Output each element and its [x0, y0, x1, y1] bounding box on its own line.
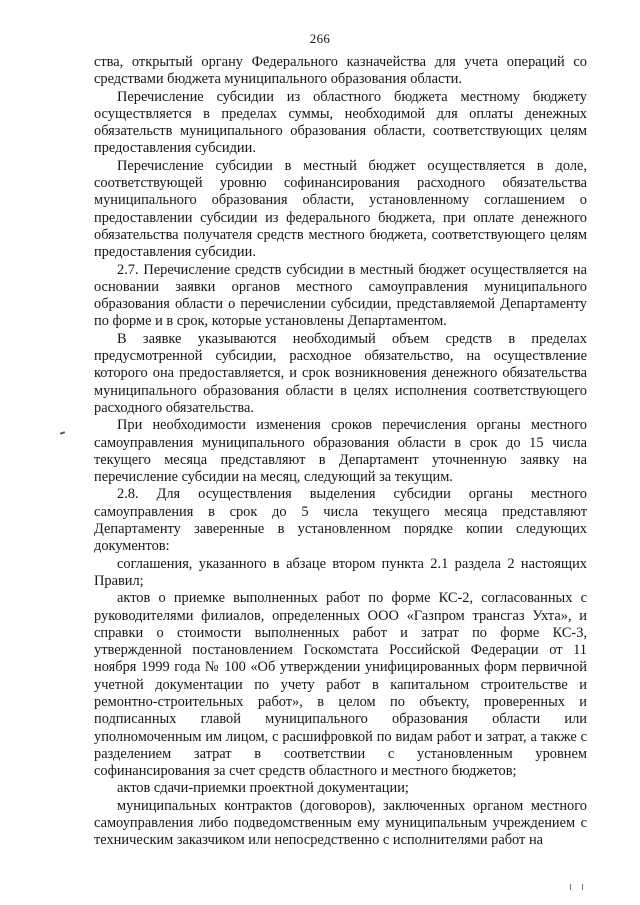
list-item-design-docs: актов сдачи-приемки проектной документации;: [117, 780, 409, 797]
list-item-agreement: соглашения, указанного в абзаце втором пункта 2.1 раздела 2 настоящих Правил;: [94, 555, 587, 589]
margin-mark: [60, 431, 65, 435]
document-body: [94, 54, 587, 850]
paragraph-transfer-limits: Перечисление субсидии из областного бюджета местному бюджету осуществляется в пределах суммы, необходимой для оплаты денежных обязательств муниципального образования области, соответствующих целям предоставления субсидии.: [94, 88, 587, 157]
paragraph-2-7: 2.7. Перечисление средств субсидии в местный бюджет осуществляется на основании заявки органов местного самоуправления муниципального образования области о перечислении субсидии, представляемой Департаменту по форме и в срок, которые установлены Департаментом.: [94, 261, 587, 330]
paragraph-application-contents: В заявке указываются необходимый объем средств в пределах предусмотренной субсидии, расходное обязательство, на осуществление которого она предоставляется, и срок возникновения денежного обязательства муниципального образования области в целях исполнения соответствующего расходного обязательства.: [94, 330, 587, 416]
paragraph-cofinancing-share: Перечисление субсидии в местный бюджет осуществляется в доле, соответствующей уровню софинансирования расходного обязательства муниципального образования области, установленному соглашением о предоставлении субсидии из федерального бюджета, при оплате денежного обязательства получателя средств местного бюджета, соответствующего целям предоставления субсидии.: [94, 157, 587, 261]
list-item-acceptance-acts: актов о приемке выполненных работ по форме КС-2, согласованных с руководителями филиалов, определенных ООО «Газпром трансгаз Ухта», и справки о стоимости выполненных работ и затрат по форме КС-3, утвержденной постановлением Госкомстата Российской Федерации от 11 ноября 1999 года № 100 «Об утверждении унифицированных форм первичной учетной документации по учету работ в капитальном строительстве и ремонтно-строительных работ», в целом по объекту, проверенных и подписанных главой муниципального образования области или уполномоченным им лицом, с расшифровкой по видам работ и затрат, а также с разделением затрат в соответствии с установленным уровнем софинансирования за счет средств областного и местного бюджетов;: [94, 590, 587, 780]
paragraph-2-8: 2.8. Для осуществления выделения субсидии органы местного самоуправления в срок до 5 числа текущего месяца представляют Департаменту заверенные в установленном порядке копии следующих документов:: [94, 486, 587, 555]
list-item-municipal-contracts: муниципальных контрактов (договоров), заключенных органом местного самоуправления либо подведомственным ему муниципальным учреждением с техническим заказчиком или непосредственно с исполнителями работ на: [94, 797, 587, 849]
paragraph-schedule-change: При необходимости изменения сроков перечисления органы местного самоуправления муниципального образования области в срок до 15 числа текущего месяца представляют в Департамент уточненную заявку на перечисление субсидии на месяц, следующий за текущим.: [94, 417, 587, 486]
paragraph-continuation: ства, открытый органу Федерального казначейства для учета операций со средствами бюджета муниципального образования области.: [94, 54, 587, 88]
scan-marks: [568, 884, 588, 892]
page-number: 266: [309, 31, 331, 46]
